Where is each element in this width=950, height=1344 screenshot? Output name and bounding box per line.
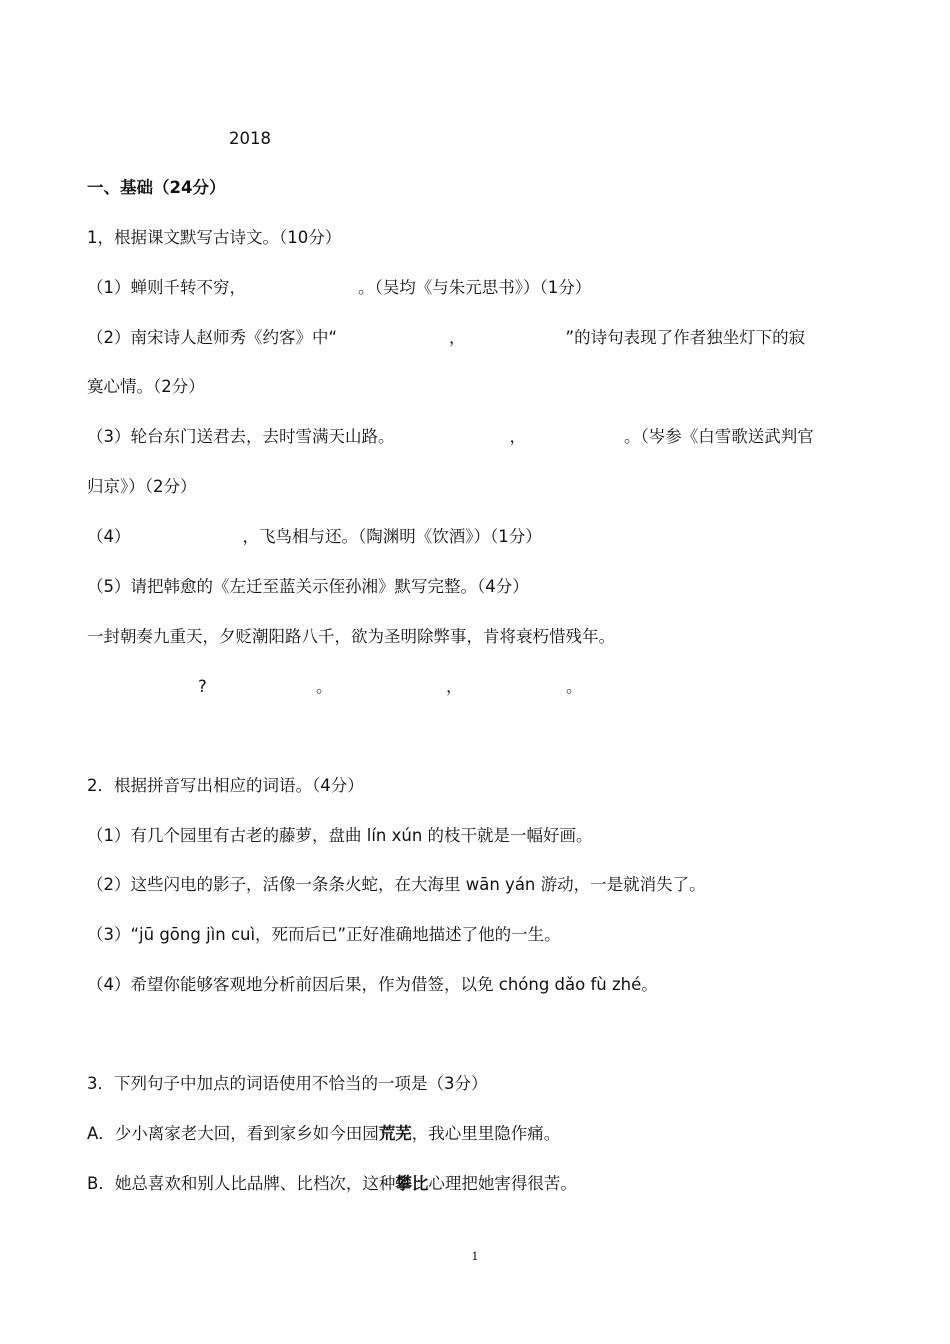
question-2-4: （4）希望你能够客观地分析前因后果，作为借签，以免 chóng dǎo fù zhé。 <box>87 975 658 994</box>
page-number: 1 <box>471 1250 479 1263</box>
q1-1-text-a: （1）蝉则千转不穷， <box>87 278 246 297</box>
option-a-text-end: ，我心里里隐作痛。 <box>411 1124 561 1143</box>
poem-blank-3-mark: ， <box>446 677 463 696</box>
question-3-option-b <box>87 1173 867 1195</box>
question-1-2-cont: 寞心情。（2分） <box>87 377 205 396</box>
question-1-1 <box>87 277 867 299</box>
option-b-keyword: 攀比 <box>395 1174 429 1193</box>
q1-3-text-b: ， <box>509 427 526 446</box>
option-b-text-end: 心理把她害得很苦。 <box>428 1174 577 1193</box>
question-1-5: （5）请把韩愈的《左迁至蓝关示侄孙湘》默写完整。（4分） <box>87 577 529 596</box>
question-2-3: （3）“jū gōng jìn cuì，死而后已”正好准确地描述了他的一生。 <box>87 925 561 944</box>
question-2-2: （2）这些闪电的影子，活像一条条火蛇，在大海里 wān yán 游动，一是就消失了。 <box>87 875 706 894</box>
question-2-stem: 2．根据拼音写出相应的词语。（4分） <box>87 776 364 795</box>
question-3-stem: 3．下列句子中加点的词语使用不恰当的一项是（3分） <box>87 1074 488 1093</box>
exam-year: 2018 <box>229 129 271 148</box>
poem-blank-1-mark: ? <box>198 677 207 696</box>
poem-blank-4-mark: 。 <box>566 677 583 696</box>
question-1-stem: 1，根据课文默写古诗文。（10分） <box>87 228 342 247</box>
question-1-3-cont: 归京》）（2分） <box>87 477 197 496</box>
poem-blank-2-mark: 。 <box>316 677 333 696</box>
section-title: 一、基础（24分） <box>87 178 226 197</box>
q1-4-text-a: （4） <box>87 527 131 546</box>
q1-2-text-a: （2）南宋诗人赵师秀《约客》中“ <box>87 328 338 347</box>
option-a-keyword: 荒芜 <box>378 1124 412 1143</box>
question-1-3 <box>87 426 867 448</box>
question-2-1: （1）有几个园里有古老的藤萝，盘曲 lín xún 的枝干就是一幅好画。 <box>87 826 593 845</box>
q1-4-text-b: ，飞鸟相与还。（陶渊明《饮酒》）（1分） <box>242 527 542 546</box>
poem-text: 一封朝奏九重天，夕贬潮阳路八千，欲为圣明除弊事，肯将衰朽惜残年。 <box>87 627 615 646</box>
q1-2-text-b: ， <box>449 328 466 347</box>
question-1-4 <box>87 526 867 548</box>
q1-1-text-b: 。（吴均《与朱元思书》）（1分） <box>358 278 592 297</box>
q1-2-text-c: ”的诗句表现了作者独坐灯下的寂 <box>565 328 806 347</box>
question-1-2 <box>87 327 867 349</box>
q1-3-text-c: 。（岑参《白雪歌送武判官 <box>624 427 814 446</box>
option-a-text: A．少小离家老大回，看到家乡如今田园 <box>87 1124 379 1143</box>
q1-3-text-a: （3）轮台东门送君去，去时雪满天山路。 <box>87 427 395 446</box>
question-3-option-a <box>87 1123 867 1145</box>
option-b-text: B．她总喜欢和别人比品牌、比档次，这种 <box>87 1174 396 1193</box>
